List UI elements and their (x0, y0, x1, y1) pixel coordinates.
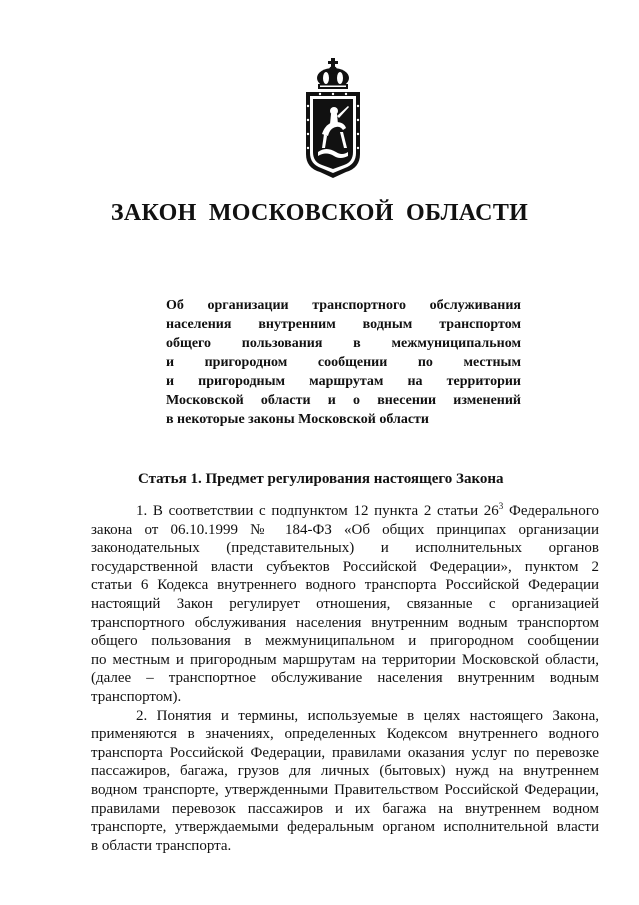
paragraph-line: водном транспорте, утвержденными Правительством Российской Федерации, (91, 781, 599, 798)
paragraph-line: в области транспорта. (91, 837, 232, 854)
paragraph-1 (91, 502, 599, 707)
subtitle-line: населения внутренним водным транспортом (166, 317, 521, 332)
article-body (91, 502, 599, 855)
subtitle-line: Московской области и о внесении изменений (166, 393, 521, 408)
subtitle-line: общего пользования в межмуниципальном (166, 336, 521, 351)
paragraph-line: статьи 6 Кодекса внутреннего водного транспорта Российской Федерации (91, 577, 599, 594)
paragraph-line: законодательных (представительных) и исполнительных органов (91, 540, 599, 557)
paragraph-line: закона от 06.10.1999 № 184-ФЗ «Об общих принципах организации (91, 521, 599, 538)
paragraph-line: 2. Понятия и термины, используемые в целях настоящего Закона, (136, 707, 599, 724)
moscow-oblast-coat-of-arms-icon (296, 56, 370, 186)
paragraph-line: настоящий Закон регулирует отношения, связанные с организацией (91, 595, 599, 612)
paragraph-line: транспортного обслуживания населения внутренним водным транспортом (91, 614, 599, 631)
paragraph-line: (далее – транспортное обслуживание населения внутренним водным (91, 670, 599, 687)
paragraph-line: по местным и пригородным маршрутам на территории Московской области, (91, 651, 599, 668)
subtitle-line: в некоторые законы Московской области (166, 412, 429, 427)
subtitle-line: и пригородном сообщении по местным (166, 355, 521, 370)
paragraph-line: пассажиров, багажа, грузов для личных (бытовых) нужд на внутреннем (91, 763, 599, 780)
paragraph-line: государственной власти субъектов Российской Федерации», пунктом 2 (91, 558, 599, 575)
article-heading: Статья 1. Предмет регулирования настоящего Закона (138, 471, 504, 487)
paragraph-line: транспорта Российской Федерации, правилами оказания услуг по перевозке (91, 744, 599, 761)
subtitle-line: и пригородным маршрутам на территории (166, 374, 521, 389)
paragraph-line: применяются в значениях, определенных Кодексом внутреннего водного (91, 726, 599, 743)
law-title: ЗАКОН МОСКОВСКОЙ ОБЛАСТИ (110, 200, 529, 226)
superscript: 3 (498, 501, 504, 511)
subtitle-line: Об организации транспортного обслуживания (166, 298, 521, 313)
paragraph-line: общего пользования в межмуниципальном и пригородном сообщении (91, 633, 599, 650)
paragraph-line: 1. В соответствии с подпунктом 12 пункта 2 статьи $26^3$ Федерального (136, 501, 599, 519)
paragraph-2 (91, 707, 599, 856)
paragraph-line: транспортом). (91, 688, 182, 705)
law-subtitle (166, 296, 521, 429)
paragraph-line: транспорте, утверждаемыми федеральным органом исполнительной власти (91, 819, 599, 836)
paragraph-line: правилами перевозок пассажиров и их багажа на внутреннем водном (91, 800, 599, 817)
